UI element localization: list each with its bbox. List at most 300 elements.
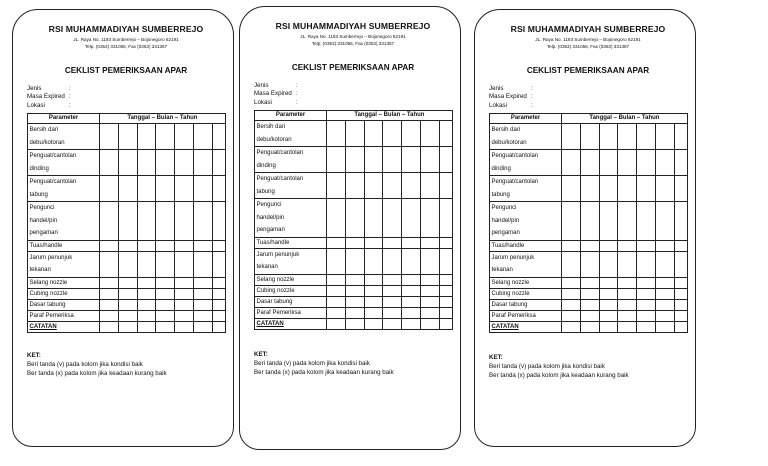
table-row: [28, 321, 226, 332]
parameter-cell: Jarum penunjuk tekanan: [255, 248, 327, 274]
check-cell[interactable]: [193, 321, 212, 332]
check-cell[interactable]: [439, 274, 452, 285]
ket-line-2: Ber tanda (x) pada kolom jika keadaan kurang baik: [254, 369, 394, 376]
check-cell[interactable]: [562, 202, 581, 241]
check-cell[interactable]: [327, 199, 346, 238]
check-cell[interactable]: [599, 176, 618, 202]
check-cell[interactable]: [420, 318, 439, 329]
table-row: [28, 176, 226, 202]
check-cell[interactable]: [599, 202, 618, 241]
check-cell[interactable]: [580, 251, 599, 277]
table-row: [255, 199, 453, 238]
check-cell[interactable]: [402, 318, 421, 329]
check-cell[interactable]: [637, 124, 656, 150]
check-cell[interactable]: [193, 124, 212, 150]
check-cell[interactable]: [156, 310, 175, 321]
check-cell[interactable]: [420, 147, 439, 173]
check-cell[interactable]: [655, 240, 674, 251]
check-cell[interactable]: [562, 288, 581, 299]
hospital-address: JL. Raya No. 1193 Sumberrejo – Bojonegoro 62191: [73, 37, 179, 42]
hospital-name: RSI MUHAMMADIYAH SUMBERREJO: [510, 24, 666, 34]
check-cell[interactable]: [674, 240, 687, 251]
check-cell[interactable]: [618, 150, 637, 176]
check-cell[interactable]: [402, 121, 421, 147]
check-cell[interactable]: [439, 199, 452, 238]
check-cell[interactable]: [137, 176, 156, 202]
check-cell[interactable]: [118, 150, 137, 176]
check-cell[interactable]: [637, 202, 656, 241]
check-cell[interactable]: [175, 150, 194, 176]
check-cell[interactable]: [118, 310, 137, 321]
table-row: [490, 124, 688, 150]
check-cell[interactable]: [674, 288, 687, 299]
check-cell[interactable]: [383, 285, 402, 296]
check-cell[interactable]: [156, 202, 175, 241]
check-cell[interactable]: [637, 176, 656, 202]
check-cell[interactable]: [562, 251, 581, 277]
check-cell[interactable]: [402, 237, 421, 248]
check-cell[interactable]: [137, 310, 156, 321]
check-cell[interactable]: [562, 277, 581, 288]
check-cell[interactable]: [580, 288, 599, 299]
check-cell[interactable]: [674, 202, 687, 241]
check-cell[interactable]: [156, 321, 175, 332]
check-cell[interactable]: [674, 310, 687, 321]
table-row: [490, 299, 688, 310]
check-cell[interactable]: [193, 288, 212, 299]
check-cell[interactable]: [345, 318, 364, 329]
check-cell[interactable]: [345, 285, 364, 296]
check-cell[interactable]: [118, 277, 137, 288]
parameter-cell: CATATAN: [28, 321, 100, 332]
check-cell[interactable]: [674, 321, 687, 332]
check-cell[interactable]: [655, 288, 674, 299]
check-cell[interactable]: [655, 124, 674, 150]
parameter-cell: Cubing nozzle: [490, 288, 562, 299]
check-cell[interactable]: [383, 237, 402, 248]
check-cell[interactable]: [193, 277, 212, 288]
check-cell[interactable]: [580, 176, 599, 202]
check-cell[interactable]: [364, 274, 383, 285]
parameter-cell: Selang nozzle: [490, 277, 562, 288]
parameter-cell: Cubing nozzle: [255, 285, 327, 296]
check-cell[interactable]: [599, 288, 618, 299]
parameter-cell: Cubing nozzle: [28, 288, 100, 299]
check-cell[interactable]: [580, 202, 599, 241]
check-cell[interactable]: [118, 288, 137, 299]
check-cell[interactable]: [193, 176, 212, 202]
table-header-row: [255, 111, 453, 121]
check-cell[interactable]: [580, 310, 599, 321]
field-lokasi: Lokasi :: [489, 101, 533, 109]
check-cell[interactable]: [137, 321, 156, 332]
check-cell[interactable]: [100, 240, 119, 251]
check-cell[interactable]: [193, 240, 212, 251]
check-cell[interactable]: [364, 307, 383, 318]
check-cell[interactable]: [655, 299, 674, 310]
table-row: [255, 307, 453, 318]
field-lokasi: Lokasi :: [27, 101, 71, 109]
check-cell[interactable]: [345, 147, 364, 173]
check-cell[interactable]: [618, 310, 637, 321]
check-cell[interactable]: [327, 307, 346, 318]
check-cell[interactable]: [118, 176, 137, 202]
check-cell[interactable]: [100, 299, 119, 310]
check-cell[interactable]: [383, 121, 402, 147]
check-cell[interactable]: [618, 299, 637, 310]
check-cell[interactable]: [420, 285, 439, 296]
check-cell[interactable]: [439, 173, 452, 199]
check-cell[interactable]: [156, 176, 175, 202]
hospital-phone: Telp. (0353) 331056, Fax (0353) 331367: [84, 44, 168, 49]
check-cell[interactable]: [100, 251, 119, 277]
check-cell[interactable]: [137, 251, 156, 277]
check-cell[interactable]: [156, 251, 175, 277]
check-cell[interactable]: [562, 299, 581, 310]
check-cell[interactable]: [327, 121, 346, 147]
check-cell[interactable]: [383, 248, 402, 274]
header-date: Tanggal – Bulan – Tahun: [327, 111, 453, 121]
form-title: CEKLIST PEMERIKSAAN APAR: [526, 66, 650, 75]
check-cell[interactable]: [364, 248, 383, 274]
check-cell[interactable]: [100, 124, 119, 150]
check-cell[interactable]: [439, 296, 452, 307]
ket-notes: [27, 351, 167, 378]
check-cell[interactable]: [637, 288, 656, 299]
check-cell[interactable]: [118, 299, 137, 310]
check-cell[interactable]: [562, 321, 581, 332]
table-row: [28, 299, 226, 310]
check-cell[interactable]: [655, 150, 674, 176]
parameter-cell: Pengunci handel/pin pengaman: [28, 202, 100, 241]
check-cell[interactable]: [327, 248, 346, 274]
ket-heading: KET:: [254, 351, 268, 358]
table-row: [490, 251, 688, 277]
form-title: CEKLIST PEMERIKSAAN APAR: [64, 66, 188, 75]
check-cell[interactable]: [580, 277, 599, 288]
check-cell[interactable]: [618, 240, 637, 251]
check-cell[interactable]: [402, 274, 421, 285]
table-row: [28, 251, 226, 277]
header-parameter: Parameter: [255, 111, 327, 121]
check-cell[interactable]: [562, 176, 581, 202]
check-cell[interactable]: [402, 285, 421, 296]
check-cell[interactable]: [655, 310, 674, 321]
ket-line-1: Beri tanda (v) pada kolom jika kondisi baik: [254, 360, 370, 367]
check-cell[interactable]: [100, 288, 119, 299]
parameter-cell: Tuas/handle: [255, 237, 327, 248]
check-cell[interactable]: [439, 237, 452, 248]
check-cell[interactable]: [212, 310, 225, 321]
check-cell[interactable]: [439, 307, 452, 318]
check-cell[interactable]: [402, 248, 421, 274]
check-cell[interactable]: [345, 237, 364, 248]
table-row: [255, 121, 453, 147]
check-cell[interactable]: [562, 310, 581, 321]
check-cell[interactable]: [156, 240, 175, 251]
check-cell[interactable]: [402, 296, 421, 307]
check-cell[interactable]: [100, 277, 119, 288]
ket-line-2: Ber tanda (x) pada kolom jika keadaan kurang baik: [27, 370, 167, 377]
check-cell[interactable]: [599, 251, 618, 277]
check-cell[interactable]: [175, 251, 194, 277]
check-cell[interactable]: [175, 277, 194, 288]
check-cell[interactable]: [212, 176, 225, 202]
check-cell[interactable]: [100, 150, 119, 176]
check-cell[interactable]: [118, 124, 137, 150]
check-cell[interactable]: [439, 318, 452, 329]
table-row: [28, 277, 226, 288]
check-cell[interactable]: [674, 150, 687, 176]
hospital-name: RSI MUHAMMADIYAH SUMBERREJO: [275, 21, 431, 31]
check-cell[interactable]: [175, 299, 194, 310]
check-cell[interactable]: [674, 299, 687, 310]
check-cell[interactable]: [580, 150, 599, 176]
check-cell[interactable]: [580, 240, 599, 251]
check-cell[interactable]: [599, 150, 618, 176]
check-cell[interactable]: [562, 150, 581, 176]
header-parameter: Parameter: [28, 114, 100, 124]
table-row: [28, 310, 226, 321]
check-cell[interactable]: [156, 124, 175, 150]
check-cell[interactable]: [345, 274, 364, 285]
check-cell[interactable]: [674, 176, 687, 202]
check-cell[interactable]: [345, 121, 364, 147]
check-cell[interactable]: [156, 277, 175, 288]
check-cell[interactable]: [420, 237, 439, 248]
check-cell[interactable]: [175, 124, 194, 150]
check-cell[interactable]: [580, 124, 599, 150]
check-cell[interactable]: [637, 240, 656, 251]
check-cell[interactable]: [439, 285, 452, 296]
check-cell[interactable]: [618, 124, 637, 150]
check-cell[interactable]: [137, 299, 156, 310]
parameter-cell: CATATAN: [255, 318, 327, 329]
check-cell[interactable]: [156, 150, 175, 176]
check-cell[interactable]: [212, 288, 225, 299]
parameter-cell: Pengunci handel/pin pengaman: [490, 202, 562, 241]
check-cell[interactable]: [674, 277, 687, 288]
parameter-cell: Bersih dari debu/kotoran: [255, 121, 327, 147]
check-cell[interactable]: [364, 121, 383, 147]
check-cell[interactable]: [655, 277, 674, 288]
check-cell[interactable]: [100, 321, 119, 332]
checklist-card: [239, 6, 461, 450]
check-cell[interactable]: [655, 202, 674, 241]
check-cell[interactable]: [402, 199, 421, 238]
check-cell[interactable]: [420, 199, 439, 238]
check-cell[interactable]: [655, 321, 674, 332]
check-cell[interactable]: [100, 176, 119, 202]
check-cell[interactable]: [439, 147, 452, 173]
check-cell[interactable]: [618, 176, 637, 202]
check-cell[interactable]: [212, 251, 225, 277]
check-cell[interactable]: [420, 121, 439, 147]
check-cell[interactable]: [212, 277, 225, 288]
check-cell[interactable]: [212, 150, 225, 176]
parameter-cell: Tuas/handle: [28, 240, 100, 251]
parameter-cell: Jarum penunjuk tekanan: [490, 251, 562, 277]
check-cell[interactable]: [383, 296, 402, 307]
check-cell[interactable]: [137, 202, 156, 241]
ket-line-1: Beri tanda (v) pada kolom jika kondisi baik: [27, 361, 143, 368]
check-cell[interactable]: [383, 173, 402, 199]
check-cell[interactable]: [655, 176, 674, 202]
field-masa-expired: Masa Expired :: [254, 90, 298, 98]
check-cell[interactable]: [193, 150, 212, 176]
check-cell[interactable]: [327, 318, 346, 329]
check-cell[interactable]: [439, 248, 452, 274]
check-cell[interactable]: [364, 199, 383, 238]
check-cell[interactable]: [599, 277, 618, 288]
parameter-cell: Bersih dari debu/kotoran: [490, 124, 562, 150]
check-cell[interactable]: [193, 251, 212, 277]
check-cell[interactable]: [618, 321, 637, 332]
header-date: Tanggal – Bulan – Tahun: [562, 114, 688, 124]
check-cell[interactable]: [364, 296, 383, 307]
check-cell[interactable]: [637, 277, 656, 288]
table-row: [255, 296, 453, 307]
hospital-phone: Telp. (0353) 331056, Fax (0353) 331367: [546, 44, 630, 49]
check-cell[interactable]: [327, 274, 346, 285]
check-cell[interactable]: [618, 202, 637, 241]
check-cell[interactable]: [402, 147, 421, 173]
parameter-cell: Paraf Pemeriksa: [28, 310, 100, 321]
check-cell[interactable]: [137, 240, 156, 251]
check-cell[interactable]: [156, 288, 175, 299]
check-cell[interactable]: [175, 202, 194, 241]
check-cell[interactable]: [118, 321, 137, 332]
parameter-cell: Selang nozzle: [28, 277, 100, 288]
check-cell[interactable]: [655, 251, 674, 277]
check-cell[interactable]: [175, 240, 194, 251]
ket-line-2: Ber tanda (x) pada kolom jika keadaan kurang baik: [489, 372, 629, 379]
check-cell[interactable]: [383, 199, 402, 238]
check-cell[interactable]: [345, 248, 364, 274]
check-cell[interactable]: [674, 124, 687, 150]
check-cell[interactable]: [580, 321, 599, 332]
check-cell[interactable]: [100, 202, 119, 241]
check-cell[interactable]: [212, 202, 225, 241]
check-cell[interactable]: [327, 237, 346, 248]
check-cell[interactable]: [637, 251, 656, 277]
hospital-phone: Telp. (0353) 331056, Fax (0353) 331367: [311, 41, 395, 46]
check-cell[interactable]: [599, 124, 618, 150]
check-cell[interactable]: [562, 240, 581, 251]
check-cell[interactable]: [175, 176, 194, 202]
check-cell[interactable]: [364, 318, 383, 329]
check-cell[interactable]: [137, 150, 156, 176]
check-cell[interactable]: [599, 310, 618, 321]
check-cell[interactable]: [383, 307, 402, 318]
check-cell[interactable]: [383, 274, 402, 285]
check-cell[interactable]: [439, 121, 452, 147]
hospital-address: JL. Raya No. 1193 Sumberrejo – Bojonegoro 62191: [535, 37, 641, 42]
check-cell[interactable]: [175, 288, 194, 299]
check-cell[interactable]: [212, 124, 225, 150]
check-cell[interactable]: [175, 321, 194, 332]
check-cell[interactable]: [118, 251, 137, 277]
table-row: [28, 288, 226, 299]
check-cell[interactable]: [637, 321, 656, 332]
check-cell[interactable]: [118, 240, 137, 251]
check-cell[interactable]: [345, 199, 364, 238]
check-cell[interactable]: [156, 299, 175, 310]
check-cell[interactable]: [562, 124, 581, 150]
check-cell[interactable]: [599, 321, 618, 332]
checklist-table: [254, 110, 453, 330]
parameter-cell: Bersih dari debu/kotoran: [28, 124, 100, 150]
checklist-card: [474, 9, 696, 447]
form-title: CEKLIST PEMERIKSAAN APAR: [291, 63, 415, 72]
check-cell[interactable]: [580, 299, 599, 310]
check-cell[interactable]: [175, 310, 194, 321]
check-cell[interactable]: [364, 285, 383, 296]
header-parameter: Parameter: [490, 114, 562, 124]
check-cell[interactable]: [193, 202, 212, 241]
check-cell[interactable]: [212, 299, 225, 310]
table-row: [255, 147, 453, 173]
check-cell[interactable]: [364, 173, 383, 199]
check-cell[interactable]: [345, 307, 364, 318]
check-cell[interactable]: [420, 274, 439, 285]
table-row: [255, 285, 453, 296]
check-cell[interactable]: [364, 237, 383, 248]
check-cell[interactable]: [212, 240, 225, 251]
check-cell[interactable]: [212, 321, 225, 332]
check-cell[interactable]: [420, 307, 439, 318]
check-cell[interactable]: [100, 310, 119, 321]
check-cell[interactable]: [345, 173, 364, 199]
table-row: [490, 240, 688, 251]
check-cell[interactable]: [420, 296, 439, 307]
checklist-table: [27, 113, 226, 333]
check-cell[interactable]: [618, 277, 637, 288]
check-cell[interactable]: [193, 310, 212, 321]
check-cell[interactable]: [402, 173, 421, 199]
check-cell[interactable]: [364, 147, 383, 173]
check-cell[interactable]: [402, 307, 421, 318]
check-cell[interactable]: [137, 288, 156, 299]
table-row: [255, 274, 453, 285]
check-cell[interactable]: [137, 124, 156, 150]
check-cell[interactable]: [599, 240, 618, 251]
check-cell[interactable]: [327, 173, 346, 199]
check-cell[interactable]: [637, 150, 656, 176]
check-cell[interactable]: [674, 251, 687, 277]
check-cell[interactable]: [327, 147, 346, 173]
check-cell[interactable]: [637, 310, 656, 321]
check-cell[interactable]: [327, 296, 346, 307]
parameter-cell: Penguat/cantolan dinding: [490, 150, 562, 176]
check-cell[interactable]: [420, 248, 439, 274]
check-cell[interactable]: [383, 318, 402, 329]
check-cell[interactable]: [327, 285, 346, 296]
check-cell[interactable]: [420, 173, 439, 199]
check-cell[interactable]: [118, 202, 137, 241]
checklist-table: [489, 113, 688, 333]
check-cell[interactable]: [637, 299, 656, 310]
parameter-cell: Paraf Pemeriksa: [255, 307, 327, 318]
check-cell[interactable]: [345, 296, 364, 307]
check-cell[interactable]: [618, 288, 637, 299]
check-cell[interactable]: [618, 251, 637, 277]
check-cell[interactable]: [193, 299, 212, 310]
check-cell[interactable]: [383, 147, 402, 173]
check-cell[interactable]: [599, 299, 618, 310]
check-cell[interactable]: [137, 277, 156, 288]
field-lokasi: Lokasi :: [254, 98, 298, 106]
